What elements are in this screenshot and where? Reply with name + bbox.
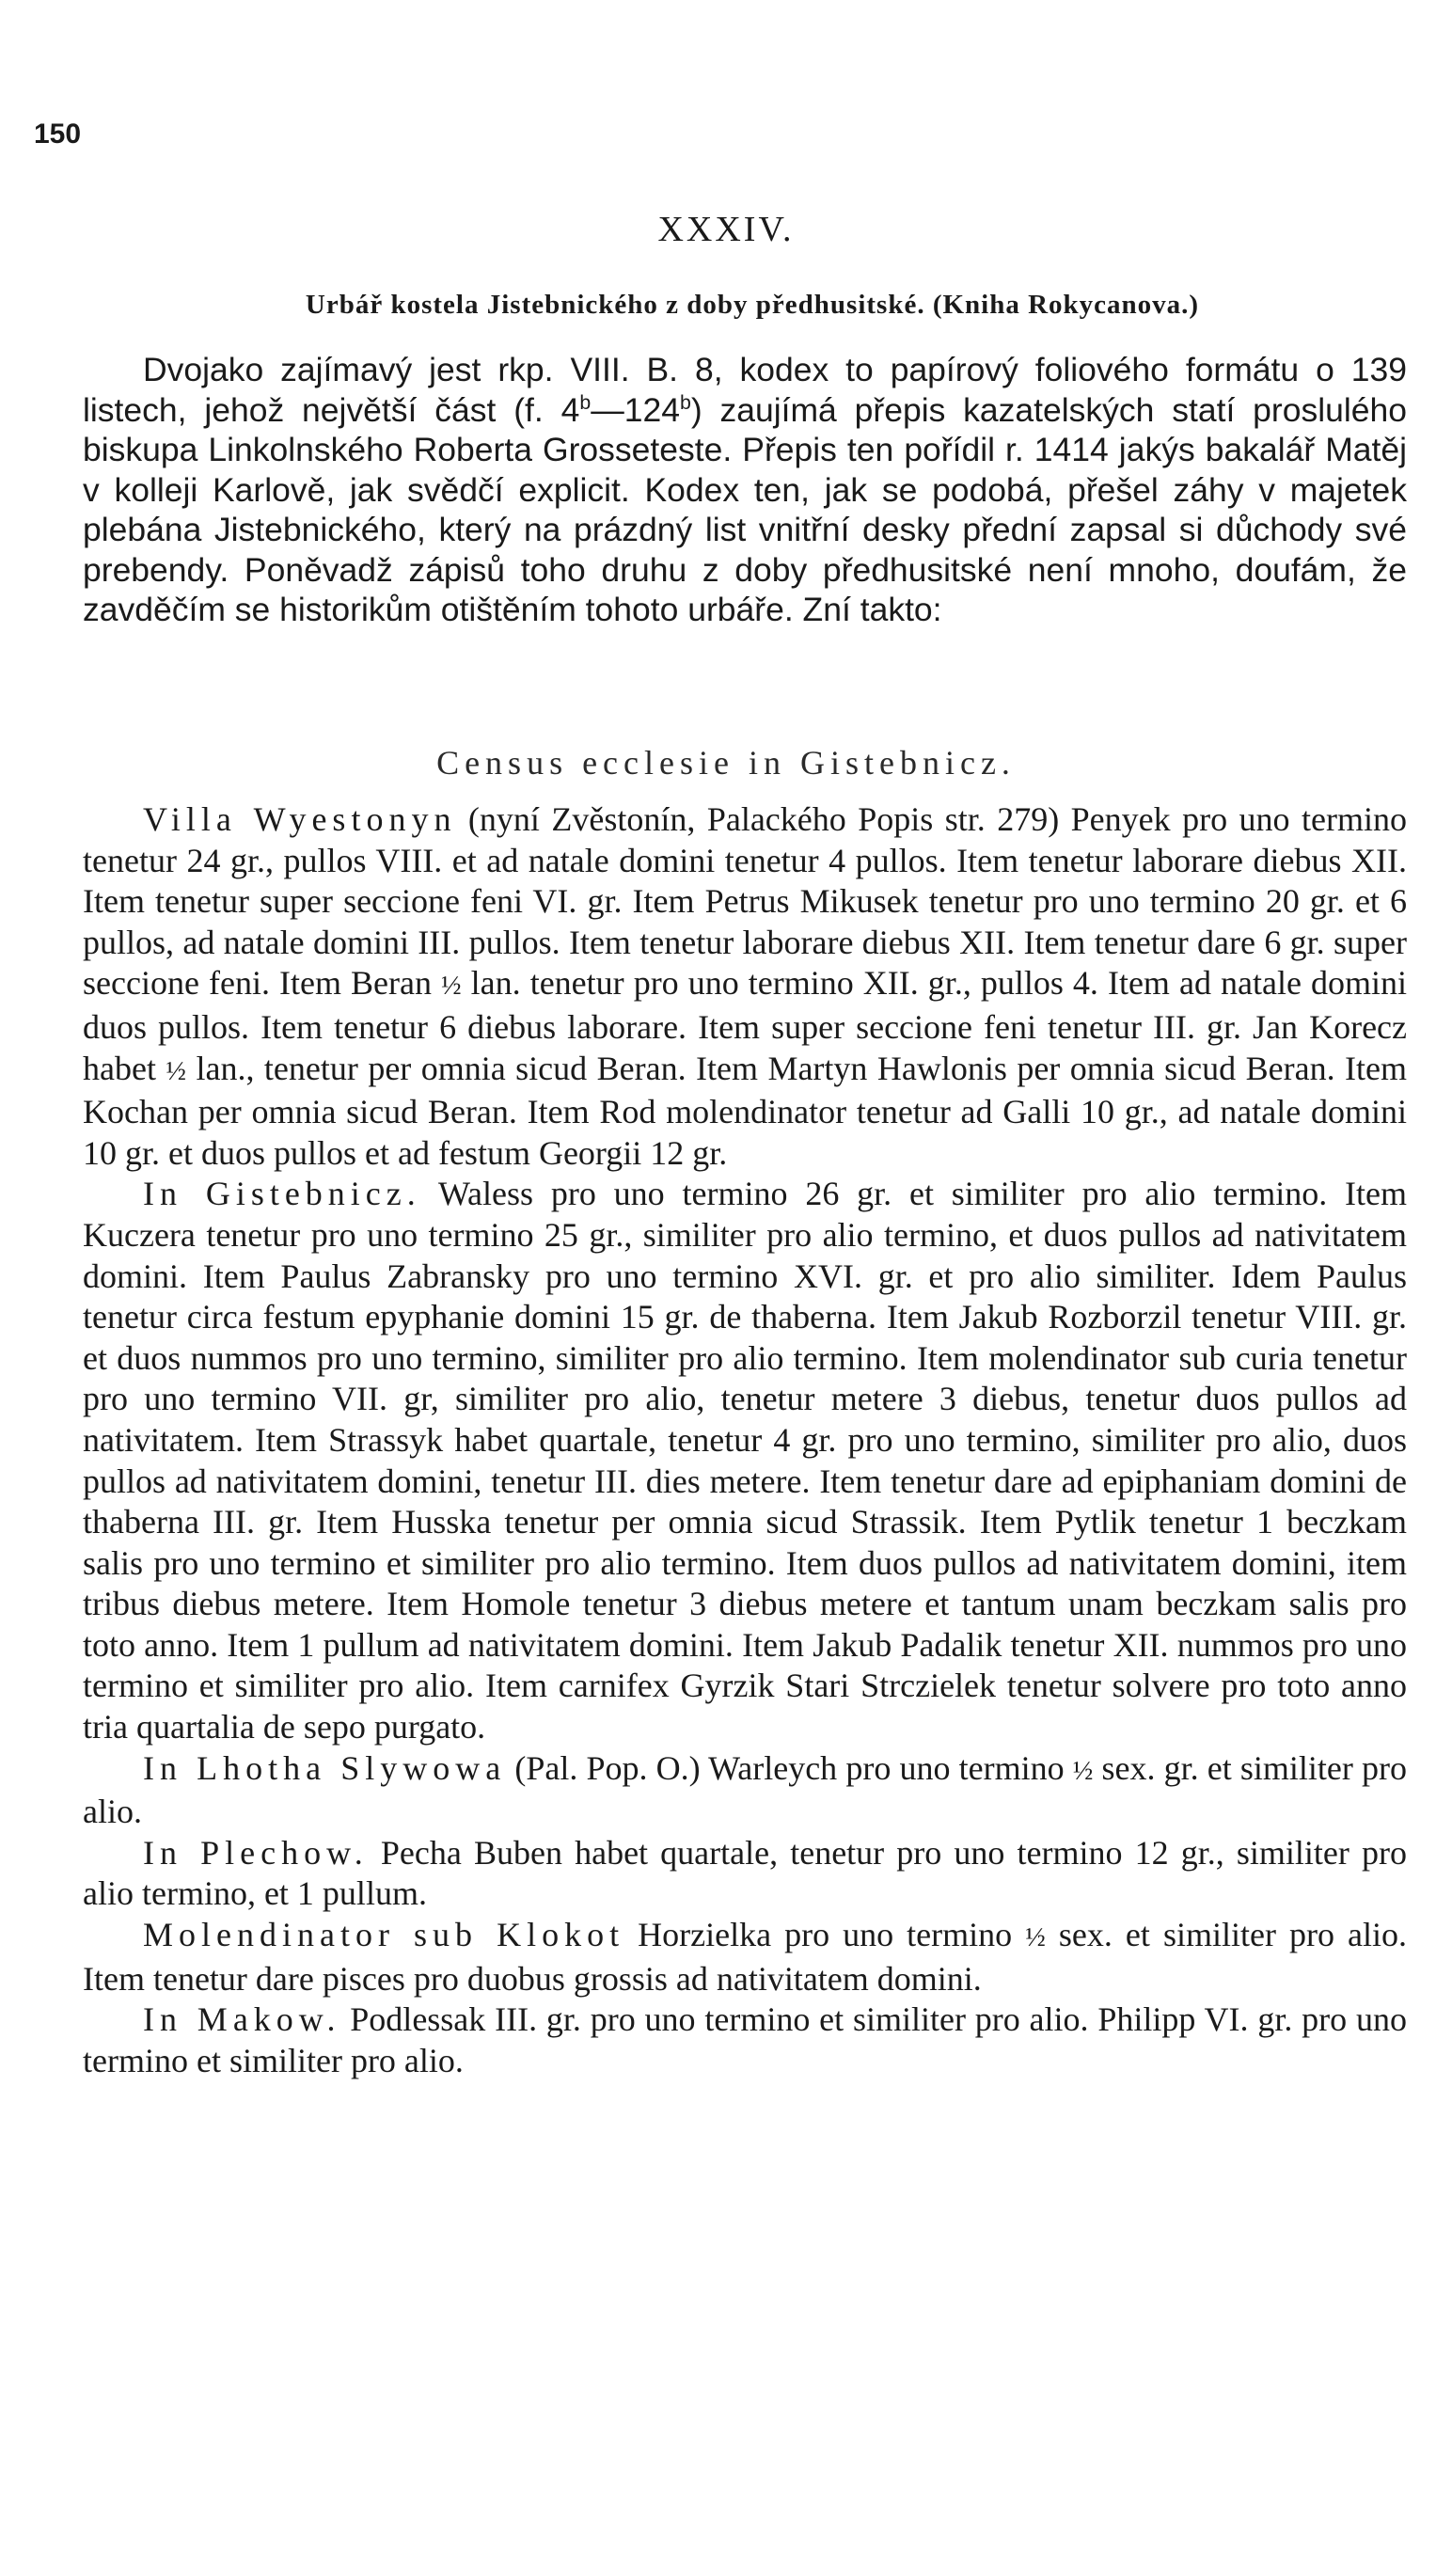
plechow-paragraph	[83, 1833, 1407, 1915]
gistebnicz-name: In Gistebnicz.	[143, 1175, 421, 1213]
census-body	[83, 799, 1407, 2081]
lhotha-paragraph	[83, 1748, 1407, 1833]
intro-text-2: —124	[591, 390, 680, 429]
plechow-name: In Plechow.	[143, 1833, 369, 1872]
villa-name: Villa Wyestonyn	[143, 800, 457, 838]
lhotha-text-2: sex. gr. et similiter pro alio.	[83, 1748, 1407, 1831]
makow-text: Podlessak III. gr. pro uno termino et similiter pro alio. Philipp VI. gr. pro uno termino et similiter pro alio.	[83, 2000, 1407, 2079]
lhotha-text-1: (Pal. Pop. O.) Warleych pro uno termino	[506, 1748, 1073, 1787]
intro-paragraph	[83, 350, 1407, 630]
villa-paragraph	[83, 799, 1407, 1174]
lhotha-name: In Lhotha Slywowa	[143, 1748, 507, 1787]
lhotha-half: ½	[1072, 1755, 1094, 1786]
intro-sup-2: b	[679, 390, 691, 414]
klokot-text-2: sex. et similiter pro alio. Item tenetur dare pisces pro duobus grossis ad nativitatem domini.	[83, 1916, 1407, 1998]
gistebnicz-text: Waless pro uno termino 26 gr. et similiter pro alio termino. Item Kuczera tenetur pro uno termino 25 gr., similiter pro alio termino, et duos pullos ad nativitatem domini. Item Paulus Zabransky pro uno termino XVI. gr. et pro alio similiter. Idem Paulus tenetur circa festum epyphanie domini 15 gr. de thaberna. Item Jakub Rozborzil tenetur VIII. gr. et duos nummos pro uno termino, similiter pro alio termino. Item molendinator sub curia tenetur pro uno termino VII. gr, similiter pro alio, tenetur metere 3 diebus, tenetur duos pullos ad nativitatem. Item Strassyk habet quartale, tenetur 4 gr. pro uno termino, similiter pro alio, duos pullos ad nativitatem domini, tenetur III. dies metere. Item tenetur dare ad epiphaniam domini de thaberna III. gr. Item Husska tenetur per omnia sicud Strassik. Item Pytlik tenetur 1 beczkam salis pro uno termino et similiter pro alio termino. Item duos pullos ad nativitatem domini, item tribus diebus metere. Item Homole tenetur 3 diebus metere et tantum unam beczkam salis pro toto anno. Item 1 pullum ad nativitatem domini. Item Jakub Padalik tenetur XII. nummos pro uno termino et similiter pro alio. Item carnifex Gyrzik Stari Strczielek tenetur solvere pro toto anno tria quartalia de sepo purgato.	[83, 1175, 1408, 1746]
villa-half-2: ½	[166, 1055, 187, 1086]
klokot-text-1: Horzielka pro uno termino	[624, 1916, 1026, 1954]
intro-text-3: ) zaujímá přepis kazatelských statí proslulého biskupa Linkolnského Roberta Grosseteste. Přepis ten pořídil r. 1414 jakýs bakalář Matěj v kolleji Karlově, jak svědčí explicit. Kodex ten, jak se podobá, přešel záhy v majetek plebána Jistebnického, který na prázdný list vnitřní desky přední zapsal si důchody své prebendy. Poněvadž zápisů toho druhu z doby předhusitské není mnoho, doufám, že zavděčím se historikům otištěním tohoto urbáře. Zní takto:	[83, 390, 1407, 628]
villa-text-2: lan. tenetur pro uno termino XII. gr., pullos 4. Item ad natale domini duos pullos. Item tenetur 6 diebus laborare. Item super seccione feni tenetur III. gr. Jan Korecz habet	[83, 964, 1407, 1087]
chapter-subtitle: Urbář kostela Jistebnického z doby předhusitské. (Kniha Rokycanova.)	[305, 290, 1200, 320]
makow-name: In Makow.	[143, 2000, 341, 2039]
klokot-name: Molendinator sub Klokot	[143, 1916, 625, 1954]
klokot-paragraph	[83, 1915, 1407, 1999]
gistebnicz-paragraph	[83, 1174, 1407, 1747]
plechow-text: Pecha Buben habet quartale, tenetur pro uno termino 12 gr., similiter pro alio termino, et 1 pullum.	[83, 1833, 1407, 1913]
villa-text-1: (nyní Zvěstonín, Palackého Popis str. 279) Penyek pro uno termino tenetur 24 gr., pullos VIII. et ad natale domini tenetur 4 pullos. Item tenetur laborare diebus XII. Item tenetur super seccione feni VI. gr. Item Petrus Mikusek tenetur pro uno termino 20 gr. et 6 pullos, ad natale domini III. pullos. Item tenetur laborare diebus XII. Item tenetur dare 6 gr. super seccione feni. Item Beran	[83, 800, 1407, 1003]
intro-sup-1: b	[579, 390, 592, 414]
intro-text-1: Dvojako zajímavý jest rkp. VIII. B. 8, kodex to papírový foliového formátu o 139 listech, jehož největší část (f. 4	[83, 351, 1407, 429]
makow-paragraph	[83, 1999, 1407, 2081]
page-number: 150	[34, 119, 82, 150]
chapter-number: XXXIV.	[657, 210, 795, 249]
villa-half-1: ½	[441, 971, 462, 1002]
census-heading: Census ecclesie in Gistebnicz.	[436, 744, 1016, 782]
klokot-half: ½	[1025, 1922, 1046, 1953]
villa-text-3: lan., tenetur per omnia sicud Beran. Item Martyn Hawlonis per omnia sicud Beran. Item Kochan per omnia sicud Beran. Item Rod molendinator tenetur ad Galli 10 gr., ad natale domini 10 gr. et duos pullos et ad festum Georgii 12 gr.	[83, 1049, 1407, 1172]
